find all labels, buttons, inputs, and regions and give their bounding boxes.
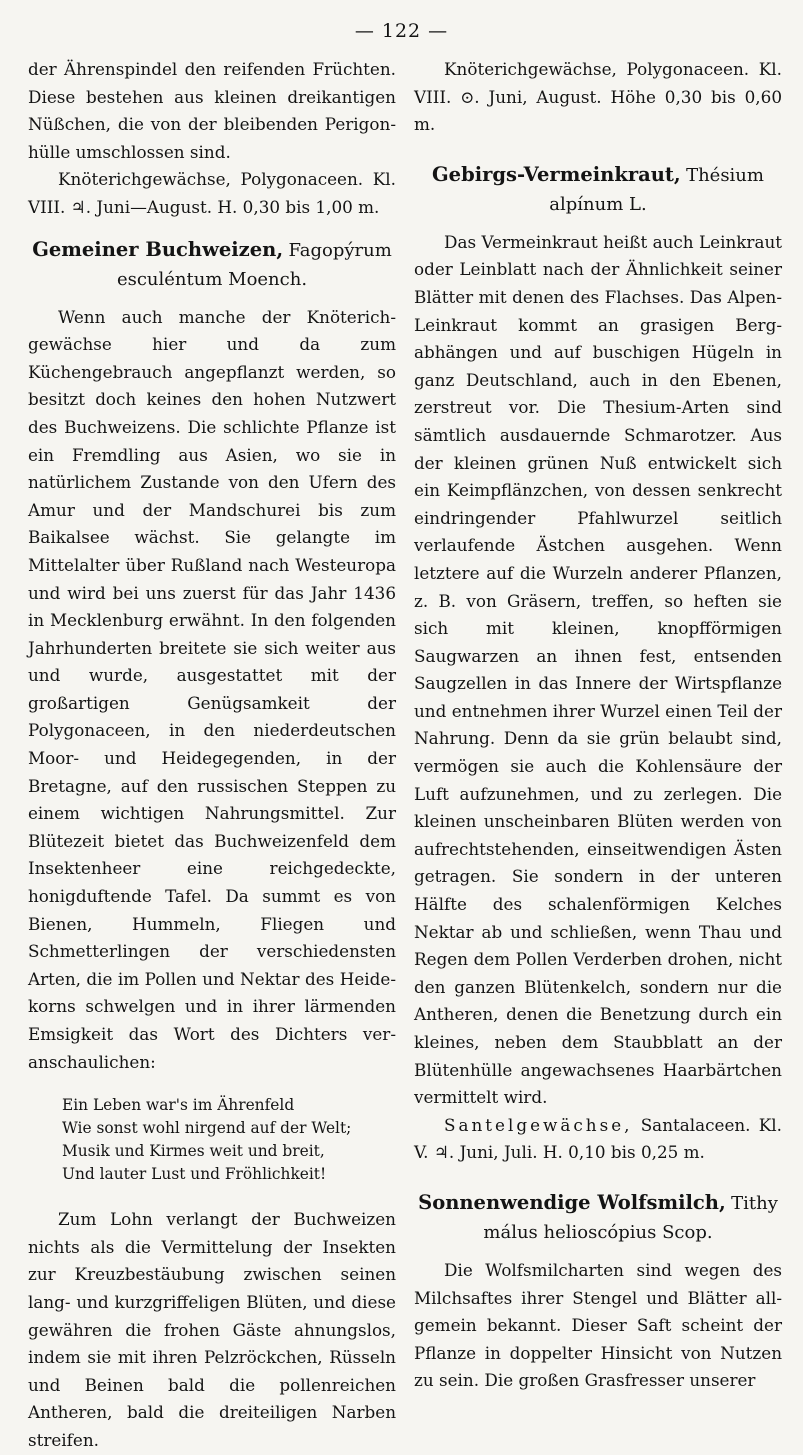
paragraph-wolfsmilch: Die Wolfsmilcharten sind wegen des Milchsaftes ihrer Stengel und Blätter allgemein bekannt. Dieser Saft scheint der Pflanze in doppelter Hinsicht von Nutzen zu sein. Die großen Grasfresser unserer <box>414 1259 782 1391</box>
classification-santalaceae <box>414 1112 782 1167</box>
paragraph-bestaeubung: Zum Lohn verlangt der Buchweizen nichts als die Vermittelung der Insekten zur Kreuzbestäubung zwischen seinen lang- und kurzgriffeligen Blüten, und diese gewähren die frohen Gäste ahnungslos, indem sie mit ihren Pelzröckchen, Rüsseln und Beinen bald die pollenreichen Antheren, bald die dreiteiligen Narben streifen. <box>28 1209 396 1450</box>
poem-line: Und lauter Lust und Fröhlichkeit! <box>62 1165 327 1184</box>
paragraph-vermeinkraut: Das Vermeinkraut heißt auch Leinkraut oder Leinblatt nach der Ähnlichkeit seiner Blätter mit denen des Flachses. Das Alpen-Leinkraut kommt an grasigen Bergabhängen und auf buschigen Hügeln in ganz Deutschland, auch in den Ebenen, zerstreut vor. Die Thesium-Arten sind sämtlich ausdauernde Schmarotzer. Aus der kleinen grünen Nuß entwickelt sich ein Keimpflänzchen, von dessen senkrecht eindringender Pfahlwurzel seitlich verlaufende Ästchen ausgehen. Wenn letztere auf die Wurzeln anderer Pflanzen, z. B. von Gräsern, treffen, so heften sie sich mit kleinen, knopfförmigen Saugwarzen an ihnen fest, entsenden Saugzellen in das Innere der Wirtspflanze und entnehmen ihrer Wurzel einen Teil der Nahrung. Denn da sie grün belaubt sind, vermögen sie auch die Kohlensäure der Luft aufzunehmen, und zu zerlegen. Die kleinen unscheinbaren Blüten werden von aufrechtstehenden, einseitwendigen Ästen getragen. Sie sondern in der unteren Hälfte des schalenförmigen Kelches Nektar ab und schließen, wenn Thau und Regen dem Pollen Verderben drohen, nicht den ganzen Blütenkelch, sondern nur die Antheren, denen die Benetzung durch ein kleines, neben dem Staubblatt an der Blütenhülle angewachsenes Haarbärtchen vermittelt wird. <box>414 231 782 1108</box>
family-latin: Santalaceen. <box>640 1114 751 1135</box>
poem-line: Ein Leben war's im Ährenfeld <box>62 1096 295 1115</box>
poem-quote <box>62 1094 396 1186</box>
family-name: Santelgewächse, <box>444 1114 633 1135</box>
right-column <box>414 56 782 1395</box>
poem-line: Musik und Kirmes weit und breit, <box>62 1142 325 1161</box>
paragraph-ending: der Ährenspindel den reifenden Früchten. Diese bestehen aus kleinen dreikantigen Nüßchen, die von der bleibenden Perigonhülle umschlossen sind. <box>28 59 396 162</box>
page-number: — 122 — <box>354 20 449 42</box>
left-column <box>28 56 396 1455</box>
heading-latin-name: Thésium <box>686 164 764 186</box>
heading-buchweizen <box>28 236 396 294</box>
class-details: Kl. VIII. ♃. Juni—August. H. 0,30 bis 1,00 m. <box>28 169 396 217</box>
paragraph-buchweizen: Wenn auch manche der Knöterichgewächse hier und da zum Küchengebrauch angepflanzt werden, so besitzt doch keines den hohen Nutzwert des Buchweizens. Die schlichte Pflanze ist ein Fremdling aus Asien, wo sie in natürlichem Zustande von den Ufern des Amur und der Mandschurei bis zum Baikalsee wächst. Sie gelangte im Mittelalter über Rußland nach Westeuropa und wird bei uns zuerst für das Jahr 1436 in Mecklenburg erwähnt. In den folgenden Jahrhunderten breitete sie sich weiter aus und wurde, ausgestattet mit der großartigen Genügsamkeit der Polygonaceen, in den niederdeutschen Moor- und Heidegegenden, in der Bretagne, auf den russischen Steppen zu einem wichtigen Nahrungsmittel. Zur Blütezeit bietet das Buchweizenfeld dem Insektenheer eine reichgedeckte, honigduftende Tafel. Da summt es von Bienen, Hummeln, Fliegen und Schmetterlingen der verschiedensten Arten, die im Pollen und Nektar des Heidekorns schwelgen und in ihrer lärmenden Emsigkeit das Wort des Dichters veranschaulichen: <box>28 306 396 1072</box>
heading-german-name: Gebirgs-Vermeinkraut, <box>432 162 681 186</box>
heading-german-name: Gemeiner Buchweizen, <box>32 237 284 261</box>
class-details: Kl. V. ♃. Juni, Juli. H. 0,10 bis 0,25 m. <box>414 1114 782 1163</box>
heading-latin-name: Tithy <box>731 1192 778 1214</box>
heading-latin-name-cont: málus helioscópius Scop. <box>483 1221 713 1243</box>
heading-vermeinkraut <box>414 161 782 219</box>
family-name: Knöterichgewächse, Polygonaceen. <box>444 59 750 79</box>
family-name: Knöterichgewächse, Polygonaceen. <box>58 169 364 190</box>
classification-polygonaceae-1 <box>28 166 396 221</box>
heading-wolfsmilch <box>414 1189 782 1247</box>
classification-polygonaceae-2 <box>414 56 782 139</box>
heading-latin-name: Fagopýrum esculéntum Moench. <box>116 239 392 290</box>
heading-german-name: Sonnenwendige Wolfsmilch, <box>418 1190 726 1214</box>
heading-latin-name-cont: alpínum L. <box>549 193 647 215</box>
poem-line: Wie sonst wohl nirgend auf der Welt; <box>62 1119 352 1138</box>
class-details: Kl. VIII. ⊙. Juni, August. Höhe 0,30 bis 0,60 m. <box>414 59 782 135</box>
